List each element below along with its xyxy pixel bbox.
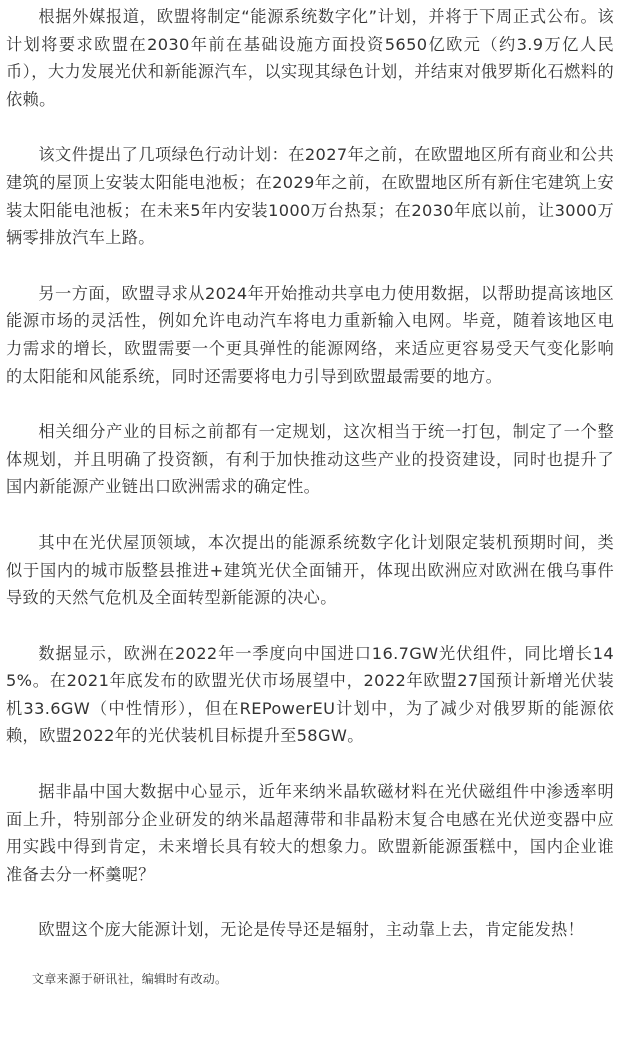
paragraph-3: 另一方面，欧盟寻求从2024年开始推动共享电力使用数据，以帮助提高该地区能源市场的灵活性，例如允许电动汽车将电力重新输入电网。毕竟，随着该地区电力需求的增长，欧盟需要一个更具弹性的能源网络，来适应更容易受天气变化影响的太阳能和风能系统，同时还需要将电力引导到欧盟最需要的地方。 xyxy=(6,283,614,386)
paragraph-6: 数据显示，欧洲在2022年一季度向中国进口16.7GW光伏组件，同比增长145%。在2021年底发布的欧盟光伏市场展望中，2022年欧盟27国预计新增光伏装机33.6GW（中性情形），但在REPowerEU计划中，为了减少对俄罗斯的能源依赖，欧盟2022年的光伏装机目标提升至58GW。 xyxy=(6,643,614,746)
paragraph-1: 根据外媒报道，欧盟将制定“能源系统数字化”计划，并将于下周正式公布。该计划将要求欧盟在2030年前在基础设施方面投资5650亿欧元（约3.9万亿人民币），大力发展光伏和新能源汽车，以实现其绿色计划，并结束对俄罗斯化石燃料的依赖。 xyxy=(6,7,614,109)
paragraph-2: 该文件提出了几项绿色行动计划：在2027年之前，在欧盟地区所有商业和公共建筑的屋顶上安装太阳能电池板；在2029年之前，在欧盟地区所有新住宅建筑上安装太阳能电池板；在未来5年内安装1000万台热泵；在2030年底以前，让3000万辆零排放汽车上路。 xyxy=(6,145,614,248)
source-note: 文章来源于研讯社，编辑时有改动。 xyxy=(32,972,228,987)
paragraph-5: 其中在光伏屋顶领域，本次提出的能源系统数字化计划限定装机预期时间，类似于国内的城市版整县推进+建筑光伏全面铺开，体现出欧洲应对欧洲在俄乌事件导致的天然气危机及全面转型新能源的决心。 xyxy=(6,532,614,608)
paragraph-4: 相关细分产业的目标之前都有一定规划，这次相当于统一打包，制定了一个整体规划，并且明确了投资额，有利于加快推动这些产业的投资建设，同时也提升了国内新能源产业链出口欧洲需求的确定性。 xyxy=(6,422,614,497)
paragraph-7: 据非晶中国大数据中心显示，近年来纳米晶软磁材料在光伏磁组件中渗透率明面上升，特别部分企业研发的纳米晶超薄带和非晶粉末复合电感在光伏逆变器中应用实践中得到肯定，未来增长具有较大的想象力。欧盟新能源蛋糕中，国内企业谁准备去分一杯羹呢？ xyxy=(6,782,614,884)
paragraph-8: 欧盟这个庞大能源计划，无论是传导还是辐射，主动靠上去，肯定能发热！ xyxy=(38,920,585,940)
